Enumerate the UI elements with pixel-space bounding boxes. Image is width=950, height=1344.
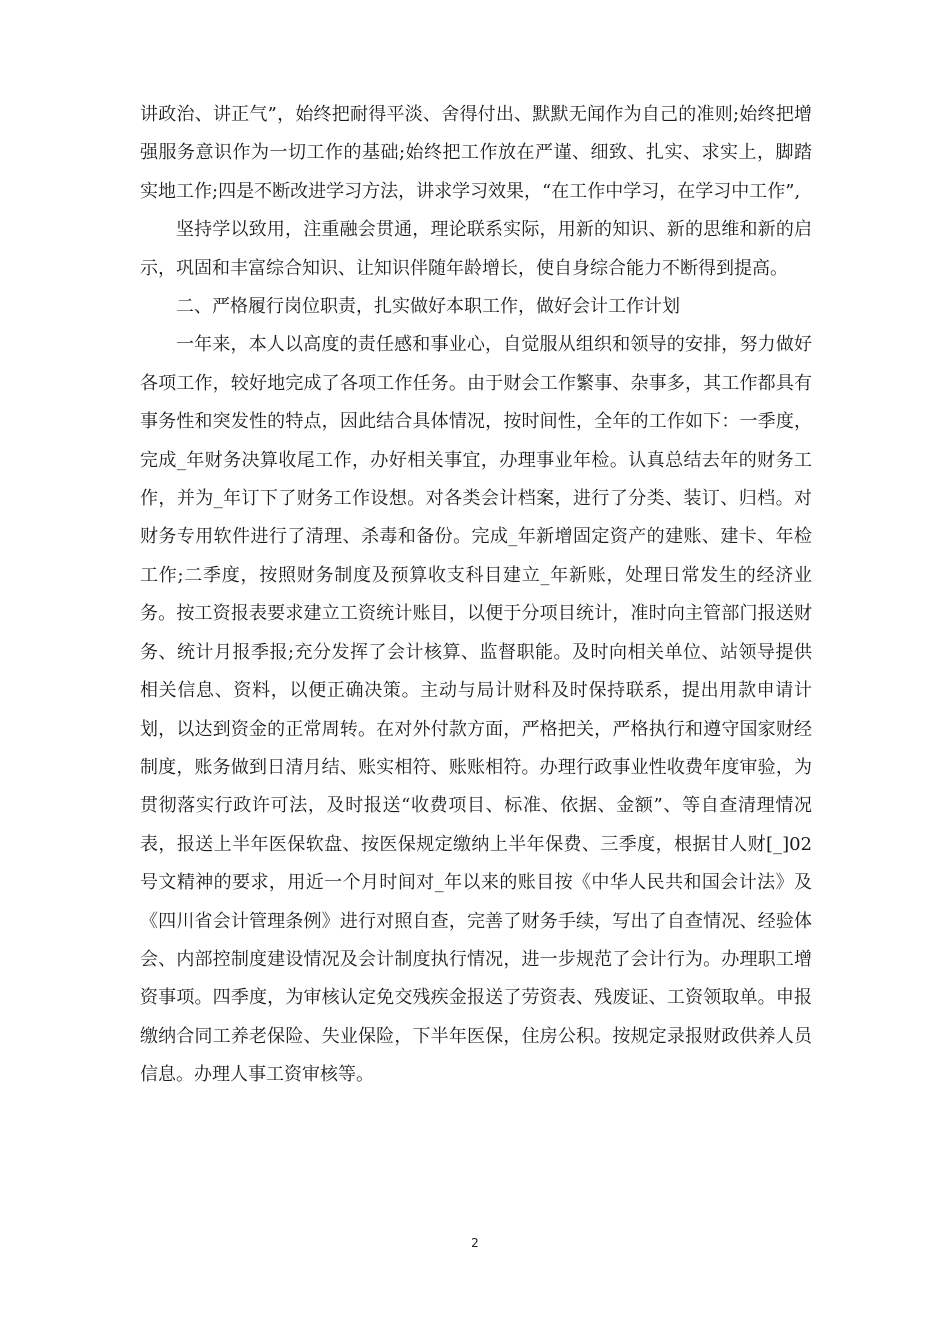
document-body <box>140 96 812 1095</box>
paragraph-3: 一年来，本人以高度的责任感和事业心，自觉服从组织和领导的安排，努力做好各项工作，较好地完成了各项工作任务。由于财会工作繁事、杂事多，其工作都具有事务性和突发性的特点，因此结合具体情况，按时间性，全年的工作如下：一季度，完成_年财务决算收尾工作，办好相关事宜，办理事业年检。认真总结去年的财务工作，并为_年订下了财务工作设想。对各类会计档案，进行了分类、装订、归档。对财务专用软件进行了清理、杀毒和备份。完成_年新增固定资产的建账、建卡、年检工作;二季度，按照财务制度及预算收支科目建立_年新账，处理日常发生的经济业务。按工资报表要求建立工资统计账目，以便于分项目统计，准时向主管部门报送财务、统计月报季报;充分发挥了会计核算、监督职能。及时向相关单位、站领导提供相关信息、资料，以便正确决策。主动与局计财科及时保持联系，提出用款申请计划，以达到资金的正常周转。在对外付款方面，严格把关，严格执行和遵守国家财经制度，账务做到日清月结、账实相符、账账相符。办理行政事业性收费年度审验，为贯彻落实行政许可法，及时报送“收费项目、标准、依据、金额”、等自查清理情况表，报送上半年医保软盘、按医保规定缴纳上半年保费、三季度，根据甘人财[_]02号文精神的要求，用近一个月时间对_年以来的账目按《中华人民共和国会计法》及《四川省会计管理条例》进行对照自查，完善了财务手续，写出了自查情况、经验体会、内部控制度建设情况及会计制度执行情况，进一步规范了会计行为。办理职工增资事项。四季度，为审核认定免交残疾金报送了劳资表、残废证、工资领取单。申报缴纳合同工养老保险、失业保险，下半年医保，住房公积。按规定录报财政供养人员信息。办理人事工资审核等。 <box>140 334 812 1086</box>
paragraph-2: 坚持学以致用，注重融会贯通，理论联系实际，用新的知识、新的思维和新的启示，巩固和丰富综合知识、让知识伴随年龄增长，使自身综合能力不断得到提高。 <box>140 219 812 279</box>
paragraph-1: 讲政治、讲正气”，始终把耐得平淡、舍得付出、默默无闻作为自己的准则;始终把增强服务意识作为一切工作的基础;始终把工作放在严谨、细致、扎实、求实上，脚踏实地工作;四是不断改进学习方法，讲求学习效果，“在工作中学习，在学习中工作”, <box>140 104 812 202</box>
section-heading: 二、严格履行岗位职责，扎实做好本职工作，做好会计工作计划 <box>176 296 680 318</box>
page-number: 2 <box>471 1236 479 1250</box>
